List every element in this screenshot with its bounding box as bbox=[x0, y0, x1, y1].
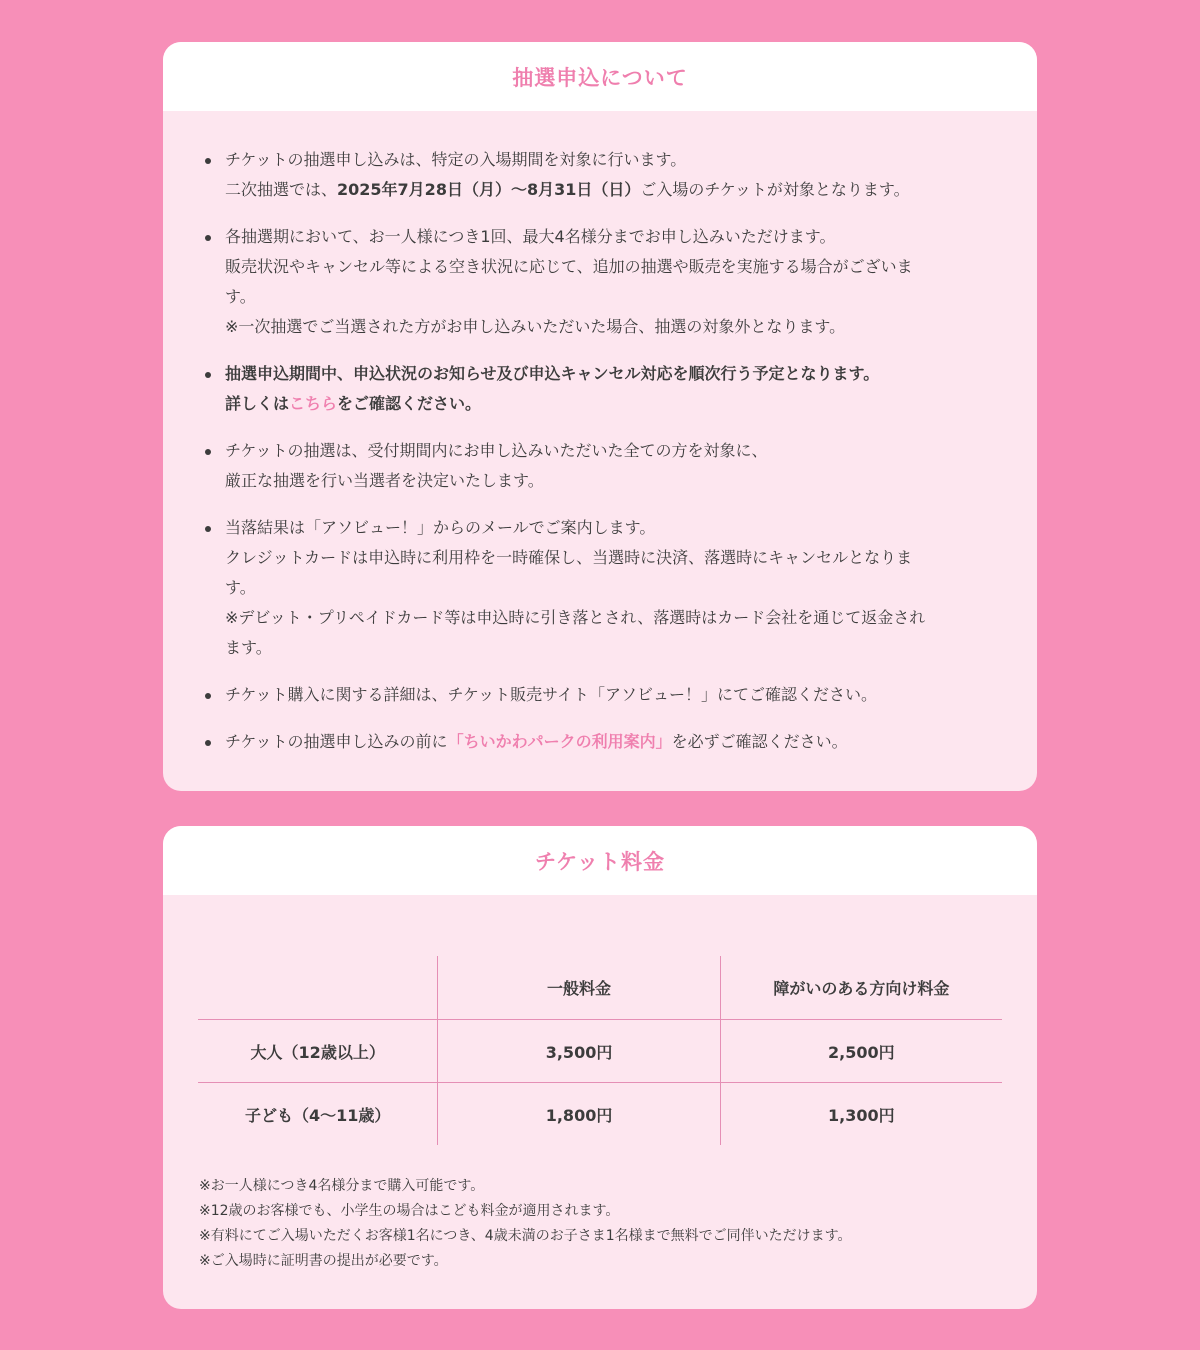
price-disability: 2,500円 bbox=[720, 1020, 1002, 1083]
footnote: ※お一人様につき4名様分まで購入可能です。 bbox=[199, 1178, 485, 1194]
table-row bbox=[198, 1020, 1002, 1083]
item-text: チケット購入に関する詳細は、チケット販売サイト「アソビュー！」にてご確認ください。 bbox=[225, 685, 878, 704]
item-text: チケットの抽選申し込みは、特定の入場期間を対象に行います。 bbox=[225, 150, 687, 169]
item-text: ※一次抽選でご当選された方がお申し込みいただいた場合、抽選の対象外となります。 bbox=[225, 317, 846, 336]
list-item bbox=[203, 145, 997, 205]
usage-guide-link[interactable]: 「ちいかわパークの利用案内」 bbox=[447, 732, 672, 751]
item-text: す。 bbox=[225, 287, 256, 306]
list-item bbox=[203, 359, 997, 419]
item-text: 当落結果は「アソビュー！」からのメールでご案内します。 bbox=[225, 518, 656, 537]
footnote: ※有料にてご入場いただくお客様1名につき、4歳未満のお子さま1名様まで無料でご同伴いただけます。 bbox=[199, 1228, 852, 1244]
item-text: 抽選申込期間中、申込状況のお知らせ及び申込キャンセル対応を順次行う予定となります。 bbox=[225, 364, 880, 383]
item-text bbox=[225, 727, 997, 757]
lottery-info-card bbox=[163, 42, 1037, 791]
item-text: 販売状況やキャンセル等による空き状況に応じて、追加の抽選や販売を実施する場合がございま bbox=[225, 257, 913, 276]
price-general: 3,500円 bbox=[438, 1020, 720, 1083]
row-label: 子ども（4〜11歳） bbox=[198, 1083, 438, 1146]
lottery-info-header bbox=[163, 42, 1037, 111]
item-text: 各抽選期において、お一人様につき1回、最大4名様分までお申し込みいただけます。 bbox=[225, 227, 836, 246]
item-text: チケットの抽選は、受付期間内にお申し込みいただいた全ての方を対象に、 bbox=[225, 441, 768, 460]
item-text: す。 bbox=[225, 578, 256, 597]
ticket-price-title: チケット料金 bbox=[534, 849, 666, 874]
price-table bbox=[198, 956, 1002, 1145]
item-text: ※デビット・プリペイドカード等は申込時に引き落とされ、落選時はカード会社を通じて返金され bbox=[225, 608, 926, 627]
details-link[interactable]: こちら bbox=[289, 394, 338, 413]
price-general: 1,800円 bbox=[438, 1083, 720, 1146]
price-footnotes bbox=[199, 1174, 852, 1274]
list-item bbox=[203, 436, 997, 496]
item-text: クレジットカードは申込時に利用枠を一時確保し、当選時に決済、落選時にキャンセルとなりま bbox=[225, 548, 913, 567]
list-item bbox=[203, 513, 997, 663]
item-text-post: をご確認ください。 bbox=[337, 394, 482, 413]
price-disability: 1,300円 bbox=[720, 1083, 1002, 1146]
header-cell-empty bbox=[198, 956, 438, 1020]
footnote: ※ご入場時に証明書の提出が必要です。 bbox=[199, 1253, 448, 1269]
item-text: 厳正な抽選を行い当選者を決定いたします。 bbox=[225, 471, 544, 490]
table-header-row bbox=[198, 956, 1002, 1020]
entry-period-dates: 2025年7月28日（月）〜8月31日（日） bbox=[337, 180, 641, 199]
ticket-price-card bbox=[163, 826, 1037, 1309]
lottery-info-list bbox=[163, 111, 1037, 757]
lottery-info-title: 抽選申込について bbox=[512, 65, 688, 90]
item-text-pre: チケットの抽選申し込みの前に bbox=[225, 732, 448, 751]
list-item bbox=[203, 680, 997, 710]
header-cell-disability: 障がいのある方向け料金 bbox=[720, 956, 1002, 1020]
row-label: 大人（12歳以上） bbox=[198, 1020, 438, 1083]
list-item bbox=[203, 222, 997, 342]
header-cell-general: 一般料金 bbox=[438, 956, 720, 1020]
item-text-post: を必ずご確認ください。 bbox=[671, 732, 848, 751]
item-text-post: ご入場のチケットが対象となります。 bbox=[640, 180, 910, 199]
item-text-pre: 詳しくは bbox=[225, 394, 290, 413]
item-text bbox=[225, 175, 997, 205]
list-item bbox=[203, 727, 997, 757]
table-row bbox=[198, 1083, 1002, 1146]
ticket-price-header bbox=[163, 826, 1037, 895]
item-text bbox=[225, 389, 997, 419]
item-text: ます。 bbox=[225, 638, 272, 657]
footnote: ※12歳のお客様でも、小学生の場合はこども料金が適用されます。 bbox=[199, 1203, 620, 1219]
item-text-pre: 二次抽選では、 bbox=[225, 180, 338, 199]
